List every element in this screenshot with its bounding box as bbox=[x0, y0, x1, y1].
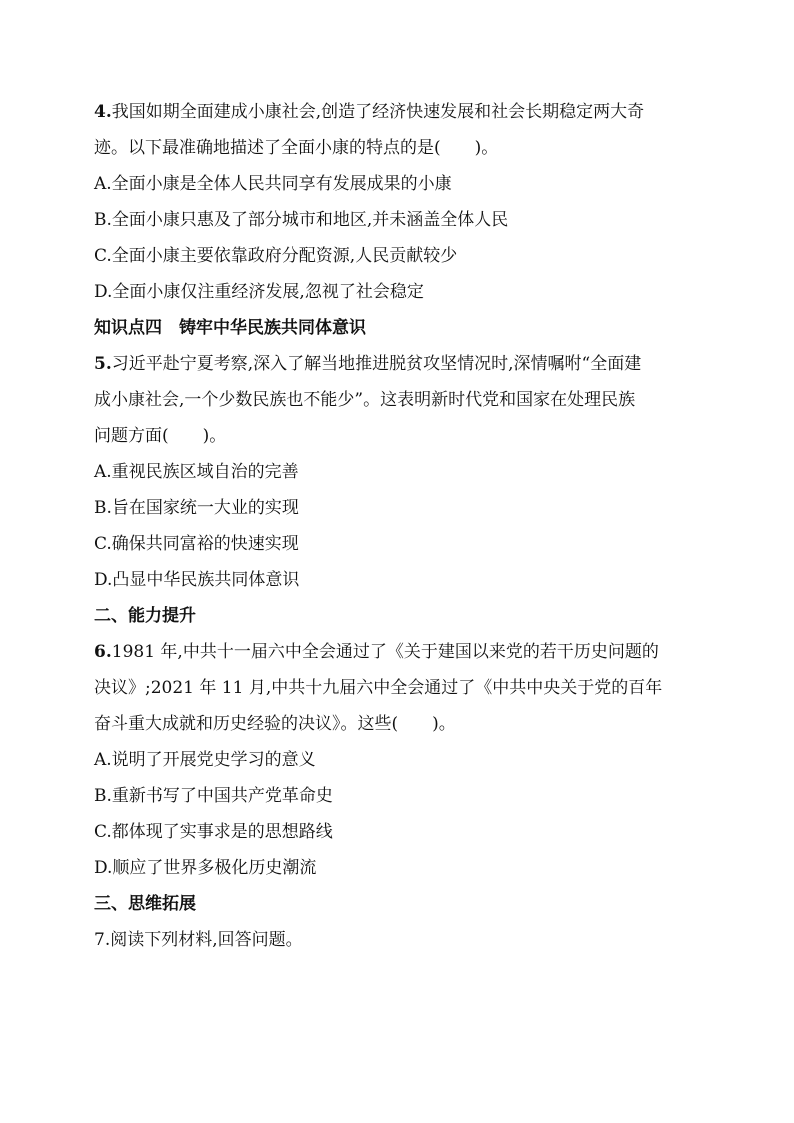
q6-option-c: C.都体现了实事求是的思想路线 bbox=[94, 822, 333, 842]
q4-option-d: D.全面小康仅注重经济发展,忽视了社会稳定 bbox=[94, 282, 424, 302]
q4-option-a: A.全面小康是全体人民共同享有发展成果的小康 bbox=[94, 174, 452, 194]
q5-option-b: B.旨在国家统一大业的实现 bbox=[94, 498, 299, 518]
q4-stem-line-2: 迹。以下最准确地描述了全面小康的特点的是( )。 bbox=[94, 138, 499, 158]
q7-stem-text: 阅读下列材料,回答问题。 bbox=[110, 930, 303, 950]
q7-number: 7. bbox=[94, 930, 111, 950]
q7-stem-line-1 bbox=[94, 922, 704, 958]
q5-stem-line-3: 问题方面( )。 bbox=[94, 426, 227, 446]
q4-option-b: B.全面小康只惠及了部分城市和地区,并未涵盖全体人民 bbox=[94, 210, 509, 230]
q5-stem-line-2: 成小康社会,一个少数民族也不能少”。这表明新时代党和国家在处理民族 bbox=[94, 390, 636, 410]
q4-number: 4. bbox=[94, 102, 112, 122]
q6-stem-line-2: 决议》;2021 年 11 月,中共十九届六中全会通过了《中共中央关于党的百年 bbox=[94, 678, 663, 698]
q6-option-b: B.重新书写了中国共产党革命史 bbox=[94, 786, 333, 806]
q6-option-a: A.说明了开展党史学习的意义 bbox=[94, 750, 316, 770]
section-ability-improvement: 二、能力提升 bbox=[94, 606, 196, 626]
q6-option-d: D.顺应了世界多极化历史潮流 bbox=[94, 858, 317, 878]
q5-option-a: A.重视民族区域自治的完善 bbox=[94, 462, 299, 482]
q5-option-d: D.凸显中华民族共同体意识 bbox=[94, 570, 300, 590]
q5-stem-line-1 bbox=[94, 346, 704, 382]
q5-stem-text-1: 习近平赴宁夏考察,深入了解当地推进脱贫攻坚情况时,深情嘱咐“全面建 bbox=[111, 354, 642, 374]
q6-stem-line-1 bbox=[94, 634, 704, 670]
q4-option-c: C.全面小康主要依靠政府分配资源,人民贡献较少 bbox=[94, 246, 458, 266]
q6-stem-line-3: 奋斗重大成就和历史经验的决议》。这些( )。 bbox=[94, 714, 456, 734]
q6-number: 6. bbox=[94, 642, 112, 662]
q5-number: 5. bbox=[94, 354, 112, 374]
q4-stem-line-1 bbox=[94, 94, 704, 130]
q5-option-c: C.确保共同富裕的快速实现 bbox=[94, 534, 299, 554]
q4-stem-text-1: 我国如期全面建成小康社会,创造了经济快速发展和社会长期稳定两大奇 bbox=[111, 102, 645, 122]
page-content bbox=[94, 94, 704, 958]
section-knowledge-point-4: 知识点四 铸牢中华民族共同体意识 bbox=[94, 318, 366, 338]
q6-stem-text-1: 1981 年,中共十一届六中全会通过了《关于建国以来党的若干历史问题的 bbox=[111, 642, 659, 662]
section-thinking-expansion: 三、思维拓展 bbox=[94, 894, 196, 914]
